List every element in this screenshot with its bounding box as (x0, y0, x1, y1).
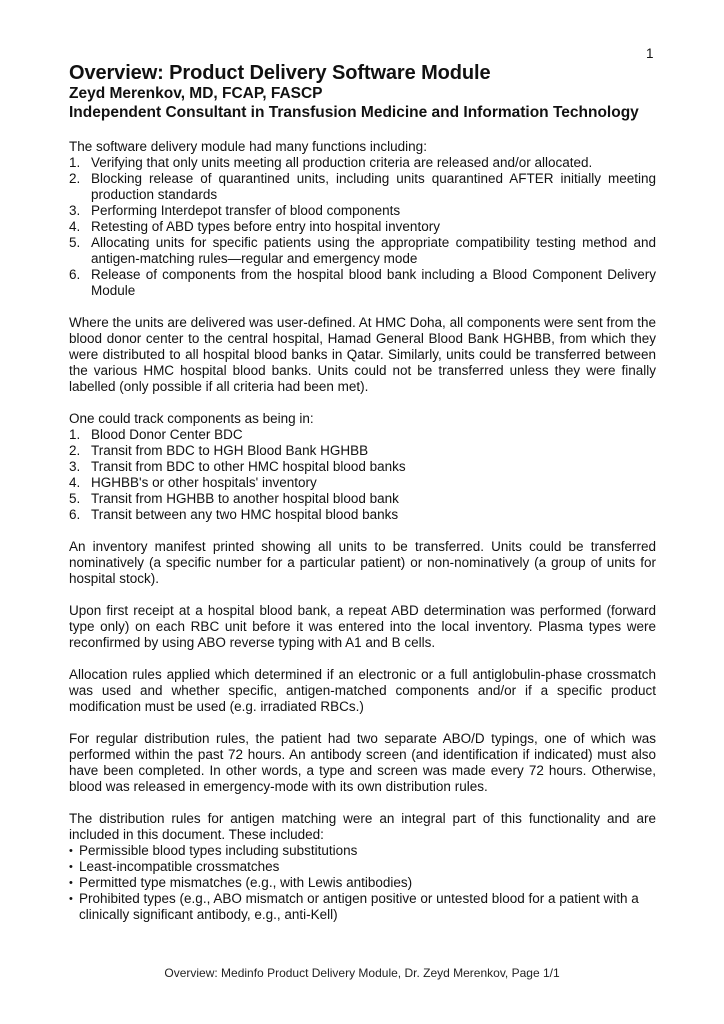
author-line: Zeyd Merenkov, MD, FCAP, FASCP (69, 85, 323, 102)
bullet-text: Permitted type mismatches (e.g., with Lewis antibodies) (79, 875, 413, 890)
page-footer: Overview: Medinfo Product Delivery Module, Dr. Zeyd Merenkov, Page 1/1 (164, 966, 560, 980)
list-text: Release of components from the hospital blood bank including a Blood Component Delivery Module (91, 267, 656, 298)
list-text: Allocating units for specific patients using the appropriate compatibility testing method and antigen-matching rules—regular and emergency mode (91, 235, 656, 266)
manifest-paragraph: An inventory manifest printed showing all units to be transferred. Units could be transferred nominatively (a specific number for a particular patient) or non-nominatively (a group of units for hospital stock). (69, 539, 656, 586)
spacer (69, 122, 656, 139)
list-item (69, 235, 656, 267)
list-text: Transit from HGHBB to another hospital blood bank (91, 491, 399, 506)
regular-distribution-paragraph: For regular distribution rules, the patient had two separate ABO/D typings, one of which was performed within the past 72 hours. An antibody screen (and identification if indicated) must also have been completed. In other words, a type and screen was made every 72 hours. Otherwise, blood was released in emergency-mode with its own distribution rules. (69, 731, 656, 794)
list-number: 5. (69, 235, 81, 250)
functions-intro: The software delivery module had many functions including: (69, 139, 427, 154)
bullet-icon: • (69, 861, 73, 873)
tracking-list (69, 427, 656, 523)
list-item (69, 267, 656, 299)
list-text: Transit from BDC to HGH Blood Bank HGHBB (91, 443, 369, 458)
document-body (69, 62, 656, 923)
list-number: 3. (69, 459, 81, 474)
bullet-item (69, 843, 656, 859)
list-text: Transit from BDC to other HMC hospital blood banks (91, 459, 406, 474)
list-text: Blocking release of quarantined units, including units quarantined AFTER initially meeting production standards (91, 171, 656, 202)
list-number: 4. (69, 219, 81, 234)
rules-intro: The distribution rules for antigen matching were an integral part of this functionality and are included in this document. These included: (69, 811, 656, 842)
receipt-paragraph: Upon first receipt at a hospital blood bank, a repeat ABD determination was performed (forward type only) on each RBC unit before it was entered into the local inventory. Plasma types were reconfirmed by using ABO reverse typing with A1 and B cells. (69, 603, 656, 650)
spacer (69, 299, 656, 315)
spacer (69, 715, 656, 731)
list-number: 5. (69, 491, 81, 506)
bullet-text: Prohibited types (e.g., ABO mismatch or antigen positive or untested blood for a patient with a clinically significant antibody, e.g., anti-Kell) (79, 891, 639, 922)
list-number: 2. (69, 171, 81, 186)
bullet-icon: • (69, 845, 73, 857)
list-text: Verifying that only units meeting all production criteria are released and/or allocated. (91, 155, 593, 170)
list-item (69, 443, 656, 459)
list-item (69, 507, 656, 523)
spacer (69, 651, 656, 667)
allocation-paragraph: Allocation rules applied which determined if an electronic or a full antiglobulin-phase crossmatch was used and whether specific, antigen-matched components and/or if a specific product modification must be used (e.g. irradiated RBCs.) (69, 667, 656, 714)
bullet-item (69, 891, 656, 923)
delivery-paragraph: Where the units are delivered was user-defined. At HMC Doha, all components were sent from the blood donor center to the central hospital, Hamad General Blood Bank HGHBB, from which they were distributed to all hospital blood banks in Qatar. Similarly, units could be transferred between the various HMC hospital blood banks. Units could not be transferred unless they were finally labelled (only possible if all criteria had been met). (69, 315, 656, 394)
list-number: 1. (69, 427, 81, 442)
functions-list (69, 155, 656, 299)
list-text: Blood Donor Center BDC (91, 427, 243, 442)
bullet-icon: • (69, 877, 73, 889)
bullet-item (69, 859, 656, 875)
spacer (69, 795, 656, 811)
list-item (69, 491, 656, 507)
bullet-icon: • (69, 893, 73, 905)
list-text: Transit between any two HMC hospital blood banks (91, 507, 399, 522)
page-number: 1 (646, 46, 654, 61)
list-number: 2. (69, 443, 81, 458)
spacer (69, 587, 656, 603)
affiliation-line: Independent Consultant in Transfusion Medicine and Information Technology (69, 104, 639, 121)
tracking-intro: One could track components as being in: (69, 411, 314, 426)
list-item (69, 219, 656, 235)
document-title: Overview: Product Delivery Software Module (69, 62, 491, 84)
list-text: Performing Interdepot transfer of blood components (91, 203, 401, 218)
bullet-item (69, 875, 656, 891)
list-number: 6. (69, 267, 81, 282)
list-item (69, 171, 656, 203)
bullet-text: Least-incompatible crossmatches (79, 859, 280, 874)
list-text: HGHBB's or other hospitals' inventory (91, 475, 317, 490)
list-item (69, 155, 656, 171)
list-number: 3. (69, 203, 81, 218)
list-number: 4. (69, 475, 81, 490)
list-item (69, 203, 656, 219)
list-item (69, 427, 656, 443)
spacer (69, 395, 656, 411)
list-number: 1. (69, 155, 81, 170)
spacer (69, 523, 656, 539)
list-number: 6. (69, 507, 81, 522)
list-item (69, 459, 656, 475)
rules-list (69, 843, 656, 923)
list-item (69, 475, 656, 491)
list-text: Retesting of ABD types before entry into hospital inventory (91, 219, 440, 234)
bullet-text: Permissible blood types including substitutions (79, 843, 358, 858)
